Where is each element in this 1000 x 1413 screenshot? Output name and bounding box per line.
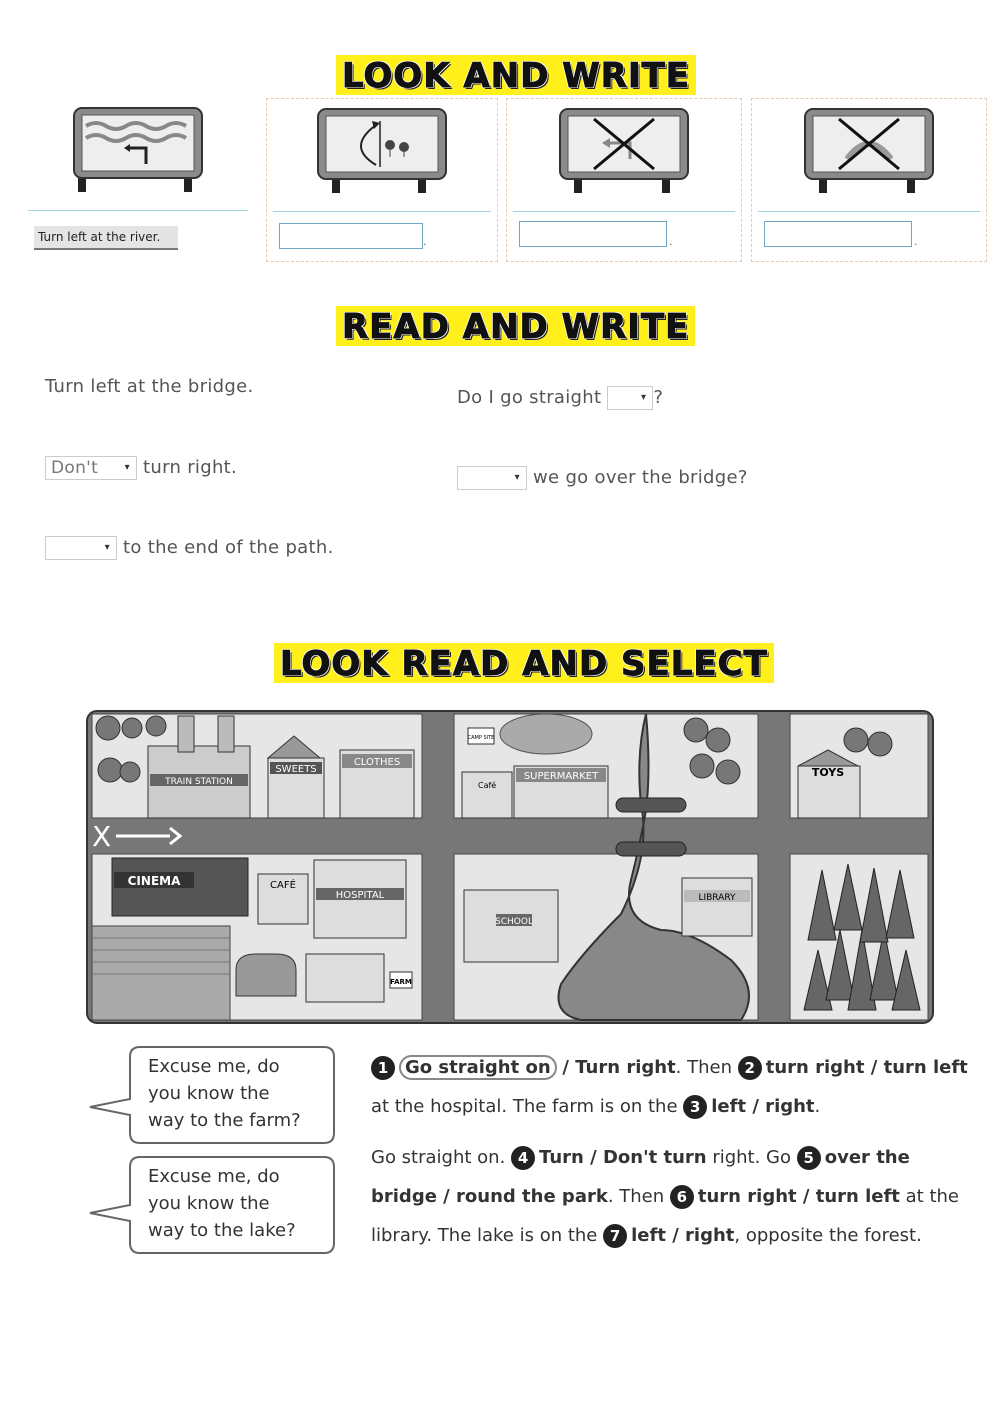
answer-4-input[interactable] bbox=[764, 221, 912, 247]
directions-farm: 1 Go straight on / Turn right. Then 2 turn right / turn left at the hospital. The farm is on the 3 left / right. bbox=[371, 1057, 968, 1117]
answer-2-input[interactable] bbox=[279, 223, 423, 249]
svg-text:LIBRARY: LIBRARY bbox=[698, 893, 736, 903]
speech-bubble-lake bbox=[88, 1155, 296, 1253]
svg-text:TRAIN STATION: TRAIN STATION bbox=[165, 777, 233, 787]
bubble-farm-line-3: way to the farm? bbox=[148, 1110, 301, 1131]
dropdown-2[interactable]: Don't ▾ bbox=[45, 456, 137, 480]
bubble-lake-line-3: way to the lake? bbox=[148, 1220, 296, 1241]
dropdown-4[interactable]: ▾ bbox=[607, 386, 653, 410]
answer-3-input[interactable] bbox=[519, 221, 667, 247]
heading-look-and-write: LOOK AND WRITE bbox=[336, 55, 696, 95]
svg-text:HOSPITAL: HOSPITAL bbox=[335, 890, 385, 901]
sentence-5: ▾ we go over the bridge? bbox=[457, 466, 748, 490]
bubble-farm-line-2: you know the bbox=[148, 1083, 270, 1104]
bubble-lake-line-1: Excuse me, do bbox=[148, 1166, 280, 1187]
option-3[interactable]: left / right bbox=[711, 1096, 815, 1117]
sign-panel-3: . bbox=[506, 98, 742, 262]
svg-text:SUPERMARKET: SUPERMARKET bbox=[523, 771, 599, 782]
option-5-part-2[interactable]: bridge / round the park bbox=[371, 1186, 608, 1207]
sign-river-turn-left-icon bbox=[72, 106, 204, 196]
speech-bubble-farm bbox=[88, 1045, 301, 1143]
option-2[interactable]: turn right / turn left bbox=[765, 1057, 968, 1078]
dropdown-5[interactable]: ▾ bbox=[457, 466, 527, 490]
heading-read-and-write: READ AND WRITE bbox=[336, 306, 695, 346]
option-4[interactable]: Turn / Don't turn bbox=[539, 1147, 707, 1168]
svg-text:TOYS: TOYS bbox=[811, 766, 845, 779]
svg-text:FARM: FARM bbox=[390, 978, 412, 986]
answer-1-filled: Turn left at the river. bbox=[34, 226, 178, 250]
sentence-1: Turn left at the bridge. bbox=[45, 376, 254, 397]
option-6[interactable]: turn right / turn left bbox=[697, 1186, 900, 1207]
bubble-farm-line-1: Excuse me, do bbox=[148, 1056, 280, 1077]
svg-text:CAFÉ: CAFÉ bbox=[270, 880, 296, 891]
sign-dont-go-over-bridge-icon bbox=[803, 107, 935, 197]
svg-text:Café: Café bbox=[478, 781, 497, 790]
option-1-go-straight[interactable]: Go straight on bbox=[399, 1055, 557, 1080]
directions-lake: Go straight on. 4 Turn / Don't turn right. Go 5 over the bridge / round the park. Then 6 turn right / turn left at the library. The lake is on the 7 left / right, opposite the forest. bbox=[371, 1147, 960, 1246]
town-map bbox=[86, 710, 934, 1024]
svg-text:SWEETS: SWEETS bbox=[275, 764, 317, 775]
sign-round-the-park-icon bbox=[316, 107, 448, 197]
svg-text:CINEMA: CINEMA bbox=[127, 874, 181, 888]
sign-dont-turn-left-icon bbox=[558, 107, 690, 197]
svg-text:SCHOOL: SCHOOL bbox=[495, 917, 533, 927]
option-7[interactable]: left / right bbox=[631, 1225, 735, 1246]
svg-text:X: X bbox=[92, 820, 112, 853]
option-1-turn-right[interactable]: / Turn right bbox=[562, 1057, 676, 1078]
dropdown-3[interactable]: ▾ bbox=[45, 536, 117, 560]
sentence-4: Do I go straight ▾ ? bbox=[457, 387, 664, 408]
svg-text:CLOTHES: CLOTHES bbox=[353, 757, 401, 768]
svg-text:CAMP SITE: CAMP SITE bbox=[467, 735, 495, 741]
bubble-lake-line-2: you know the bbox=[148, 1193, 270, 1214]
sign-panel-4: . bbox=[751, 98, 987, 262]
option-5-part-1[interactable]: over the bbox=[824, 1147, 910, 1168]
heading-look-read-and-select: LOOK READ AND SELECT bbox=[274, 643, 774, 683]
sentence-3: ▾ to the end of the path. bbox=[45, 536, 334, 560]
sign-panel-1 bbox=[22, 98, 254, 260]
sentence-2: Don't ▾ turn right. bbox=[45, 456, 237, 480]
sign-panel-2: . bbox=[266, 98, 498, 262]
